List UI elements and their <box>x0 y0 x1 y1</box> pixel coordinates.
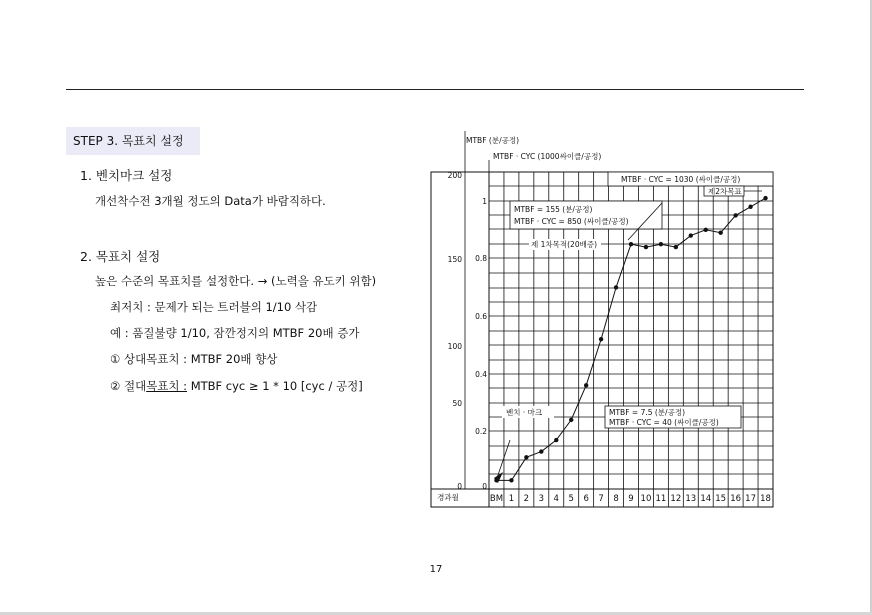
data-point <box>614 285 618 289</box>
left-tick-label: 150 <box>447 255 462 264</box>
section1-title: 1. 벤치마크 설정 <box>80 168 173 183</box>
section2-title: 2. 목표치 설정 <box>80 249 161 264</box>
target2-tag: 제2차목표 <box>708 187 742 196</box>
x-tick-label: 7 <box>598 494 604 504</box>
section2-line1: 높은 수준의 목표치를 설정한다. → (노력을 유도키 위함) <box>95 274 377 288</box>
data-point <box>704 228 708 232</box>
line5-underlined: 목표치 : <box>146 379 188 393</box>
x-tick-label: 1 <box>508 494 515 504</box>
data-point <box>763 196 767 200</box>
x-axis-title: 경과월 <box>437 493 459 502</box>
x-tick-label: 18 <box>760 494 771 504</box>
data-point <box>629 242 633 246</box>
x-tick-label: 10 <box>640 494 652 504</box>
left-axis-title: MTBF (분/공정) <box>466 136 520 145</box>
line5-prefix: ② 절대 <box>110 379 147 393</box>
inner-tick-label: 0.4 <box>475 370 487 379</box>
target1-tag: 제 1차목적(20배증) <box>531 240 598 249</box>
data-point <box>599 337 603 341</box>
data-point <box>674 245 678 249</box>
x-tick-label: 8 <box>613 494 619 504</box>
line5-rest: MTBF cyc ≥ 1 * 10 [cyc / 공정] <box>187 379 363 393</box>
x-tick-label: 4 <box>553 494 559 504</box>
data-point <box>584 383 588 387</box>
data-point <box>689 233 693 237</box>
bm-line2: MTBF · CYC = 40 (싸이클/공정) <box>609 418 719 427</box>
x-tick-label: BM <box>489 494 504 504</box>
data-point <box>718 230 722 234</box>
data-point <box>524 455 528 459</box>
x-tick-label: 3 <box>538 494 545 504</box>
chart-series <box>494 196 768 483</box>
x-tick-label: 11 <box>655 494 667 504</box>
page-number: 17 <box>429 564 443 575</box>
target1-line1: MTBF = 155 (분/공정) <box>514 205 593 214</box>
inner-tick-label: 0.2 <box>475 427 487 436</box>
x-tick-label: 9 <box>628 494 634 504</box>
data-point <box>554 438 558 442</box>
bm-line1: MTBF = 7.5 (분/공정) <box>609 408 685 417</box>
section2-line3: 예 : 품질불량 1/10, 잠깐정지의 MTBF 20배 증가 <box>110 326 360 340</box>
inner-axis-title: MTBF · CYC (1000싸이클/공정) <box>493 152 602 161</box>
chart-text <box>437 135 773 504</box>
x-tick-label: 6 <box>583 494 589 504</box>
left-tick-label: 0 <box>457 482 462 491</box>
data-point <box>733 213 737 217</box>
inner-tick-label: 0.8 <box>475 254 487 263</box>
x-tick-label: 2 <box>523 494 530 504</box>
inner-tick-label: 0 <box>482 482 487 491</box>
section2-line4: ① 상대목표치 : MTBF 20배 향상 <box>110 352 278 366</box>
section1-text: 개선착수전 3개월 정도의 Data가 바람직하다. <box>95 194 326 208</box>
x-tick-label: 12 <box>670 494 682 504</box>
section2-line2: 최저치 : 문제가 되는 트러블의 1/10 삭감 <box>110 300 318 314</box>
x-tick-label: 14 <box>700 494 712 504</box>
x-tick-label: 16 <box>730 494 742 504</box>
target1-line2: MTBF · CYC = 850 (싸이클/공정) <box>514 217 629 226</box>
inner-tick-label: 1 <box>482 197 487 206</box>
target2-label: MTBF · CYC = 1030 (싸이클/공정) <box>621 175 741 184</box>
left-tick-label: 50 <box>452 399 462 408</box>
x-tick-label: 17 <box>745 494 756 504</box>
data-point <box>509 478 513 482</box>
data-point <box>659 242 663 246</box>
bm-tag: 벤치 · 마크 <box>506 408 543 417</box>
left-tick-label: 200 <box>447 171 462 180</box>
data-point <box>539 449 543 453</box>
x-tick-label: 5 <box>568 494 574 504</box>
data-point <box>569 418 573 422</box>
inner-tick-label: 0.6 <box>475 312 487 321</box>
x-tick-label: 15 <box>715 494 727 504</box>
left-tick-label: 100 <box>447 342 462 351</box>
step-title: STEP 3. 목표치 설정 <box>66 127 200 155</box>
data-point <box>644 245 648 249</box>
x-tick-label: 13 <box>685 494 697 504</box>
data-point <box>748 205 752 209</box>
